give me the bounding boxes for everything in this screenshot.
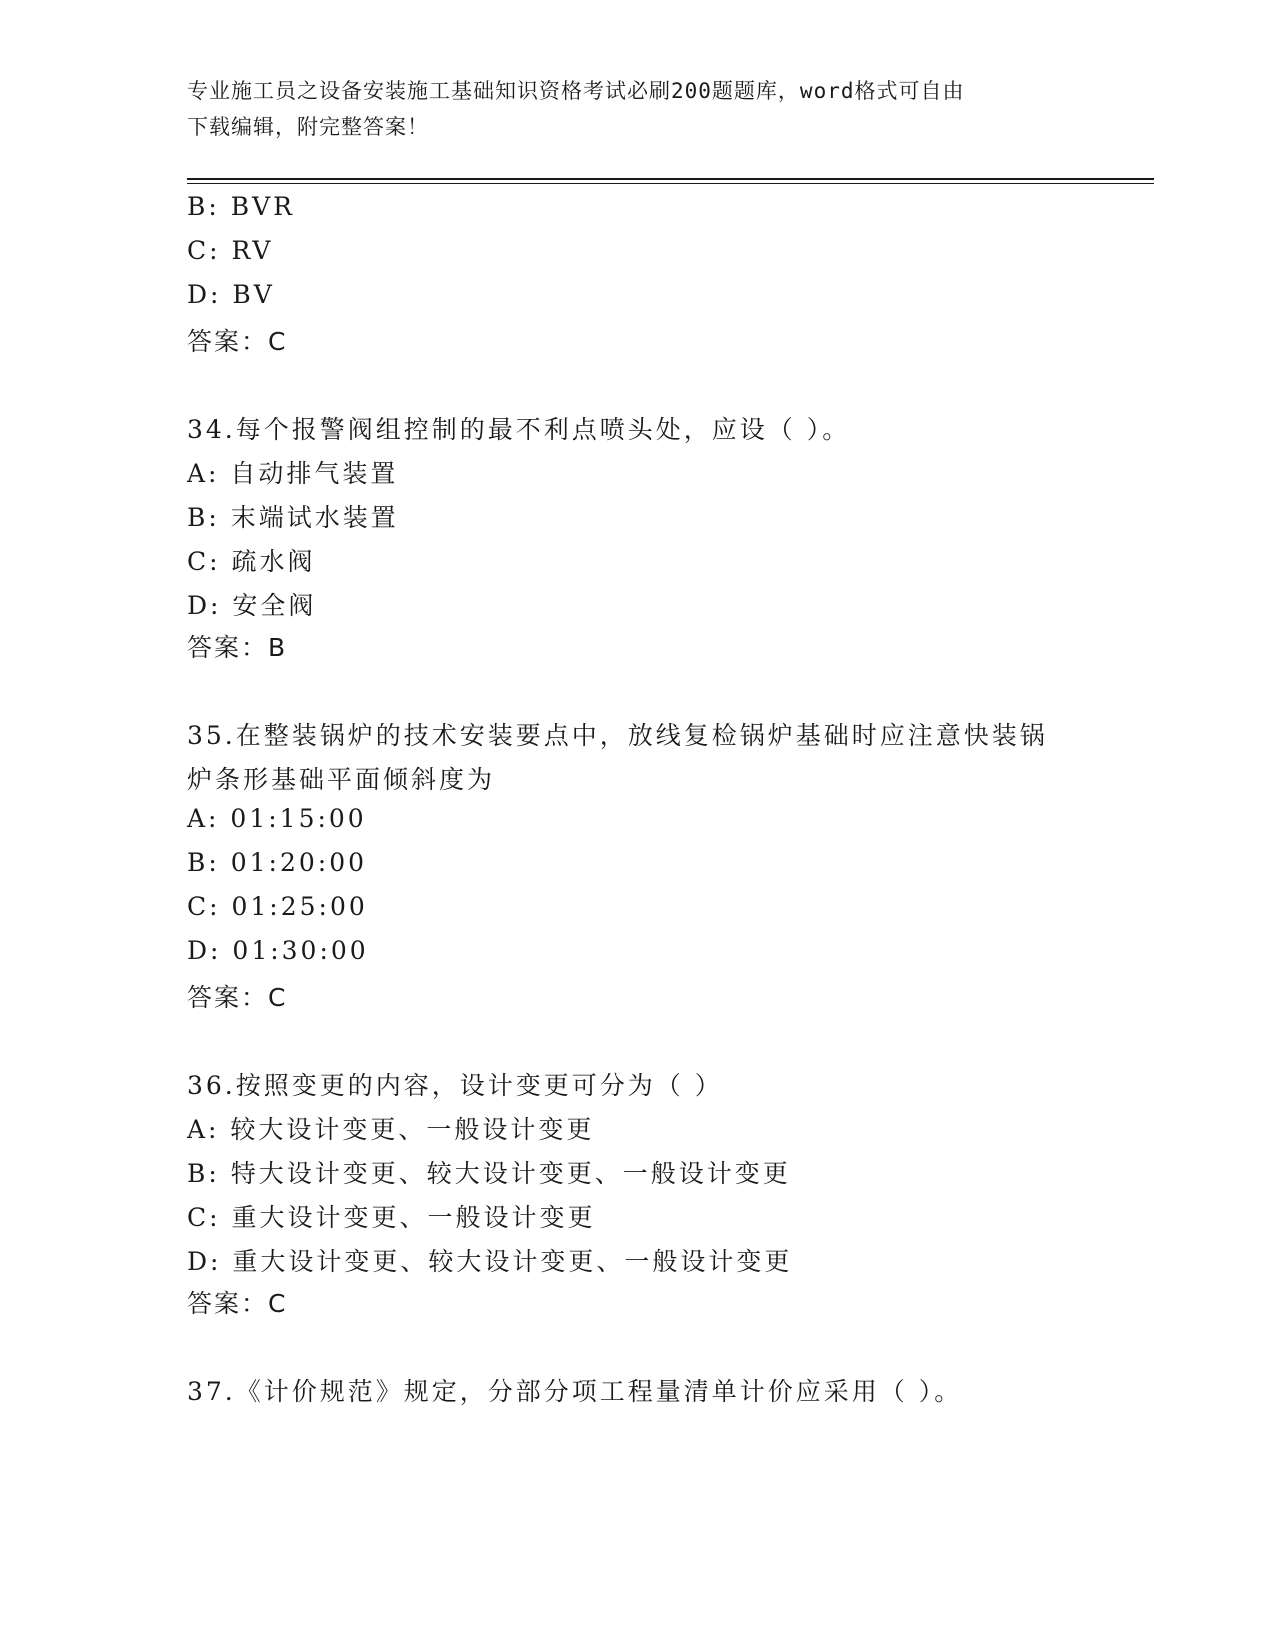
q34-option-c: C: 疏水阀: [187, 547, 316, 576]
q34-option-d: D: 安全阀: [187, 591, 317, 620]
q36-option-d: D: 重大设计变更、较大设计变更、一般设计变更: [187, 1247, 793, 1276]
q34-option-b: B: 末端试水装置: [187, 503, 399, 532]
q35-option-d: D: 01:30:00: [187, 936, 369, 965]
q35-question-line-1: 35.在整装锅炉的技术安装要点中，放线复检锅炉基础时应注意快装锅: [187, 721, 1048, 750]
q35-option-b: B: 01:20:00: [187, 848, 368, 877]
q36-option-c: C: 重大设计变更、一般设计变更: [187, 1203, 596, 1232]
q33-option-b: B: BVR: [187, 192, 295, 221]
q35-option-a: A: 01:15:00: [187, 804, 367, 833]
header-divider-thick: [187, 178, 1154, 180]
header-divider-thin: [187, 183, 1154, 184]
q34-option-a: A: 自动排气装置: [187, 459, 399, 488]
q35-option-c: C: 01:25:00: [187, 892, 368, 921]
q34-answer: 答案：B: [187, 633, 288, 662]
q33-option-c: C: RV: [187, 236, 274, 265]
q33-answer: 答案：C: [187, 327, 288, 356]
q35-answer: 答案：C: [187, 983, 288, 1012]
q36-option-b: B: 特大设计变更、较大设计变更、一般设计变更: [187, 1159, 791, 1188]
q34-question: 34.每个报警阀组控制的最不利点喷头处，应设（ ）。: [187, 415, 851, 444]
q35-question-line-2: 炉条形基础平面倾斜度为: [187, 765, 496, 794]
q37-question: 37.《计价规范》规定，分部分项工程量清单计价应采用（ ）。: [187, 1377, 963, 1406]
q33-option-d: D: BV: [187, 280, 275, 309]
header-line-2: 下载编辑，附完整答案！: [187, 115, 429, 139]
header-line-1: 专业施工员之设备安装施工基础知识资格考试必刷200题题库，word格式可自由: [187, 79, 965, 103]
q36-answer: 答案：C: [187, 1289, 288, 1318]
document-header: [187, 73, 1087, 145]
q36-option-a: A: 较大设计变更、一般设计变更: [187, 1115, 595, 1144]
q36-question: 36.按照变更的内容，设计变更可分为（ ）: [187, 1071, 723, 1100]
